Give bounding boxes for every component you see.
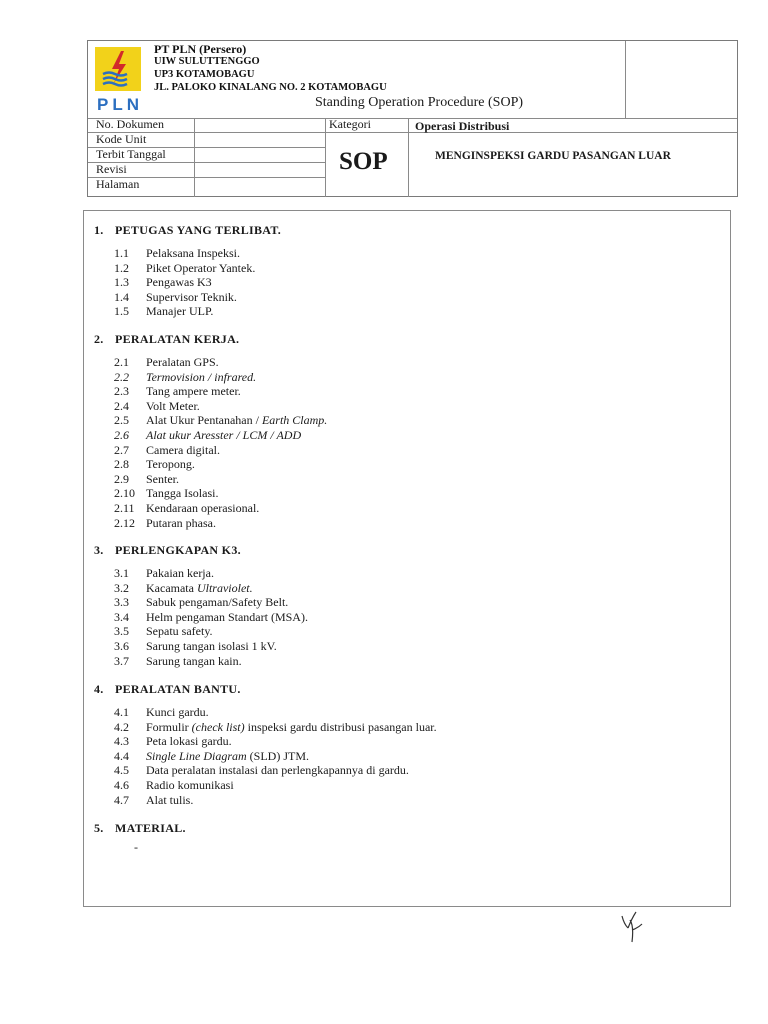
- section-heading: 2. PERALATAN KERJA.: [94, 332, 240, 346]
- section-heading: 1. PETUGAS YANG TERLIBAT.: [94, 223, 282, 237]
- pln-logo-emblem: [95, 47, 141, 91]
- list-item: 4.5 Data peralatan instalasi dan perlengkapannya di gardu.: [114, 763, 409, 778]
- section-heading: 5. MATERIAL.: [94, 821, 186, 835]
- list-item: 1.3 Pengawas K3: [114, 275, 212, 290]
- list-item: 3.4 Helm pengaman Standart (MSA).: [114, 609, 308, 624]
- list-item: 2.7 Camera digital.: [114, 442, 220, 457]
- list-item: 2.12 Putaran phasa.: [114, 515, 216, 530]
- company-region: UIW SULUTTENGGO: [154, 56, 260, 67]
- list-item: 2.3 Tang ampere meter.: [114, 384, 241, 399]
- pln-logo: [95, 47, 143, 113]
- section-peralatan-kerja: [94, 332, 328, 530]
- section-petugas: [94, 223, 281, 319]
- list-item: 2.10 Tangga Isolasi.: [114, 486, 219, 501]
- field-no-dokumen: No. Dokumen: [96, 117, 164, 131]
- list-item: 3.6 Sarung tangan isolasi 1 kV.: [114, 638, 277, 653]
- list-item: 2.6 Alat ukur Aresster / LCM / ADD: [114, 427, 302, 442]
- section-heading: 3. PERLENGKAPAN K3.: [94, 543, 241, 557]
- list-item: 4.3 Peta lokasi gardu.: [114, 734, 232, 749]
- pln-logo-text: PLN: [97, 95, 143, 114]
- company-address: JL. PALOKO KINALANG NO. 2 KOTAMOBAGU: [154, 82, 387, 93]
- field-kode-unit: Kode Unit: [96, 132, 147, 146]
- list-item: 1.5 Manajer ULP.: [114, 304, 214, 319]
- list-item: 4.1 Kunci gardu.: [114, 705, 209, 719]
- list-item: 1.2 Piket Operator Yantek.: [114, 260, 256, 275]
- list-item: 2.4 Volt Meter.: [114, 398, 200, 413]
- kategori-label: Kategori: [329, 117, 371, 131]
- list-item: 4.4 Single Line Diagram (SLD) JTM.: [114, 748, 310, 763]
- list-item: 4.7 Alat tulis.: [114, 792, 194, 807]
- field-terbit-tanggal: Terbit Tanggal: [96, 147, 166, 161]
- company-name: PT PLN (Persero): [154, 42, 247, 56]
- list-item: 2.2 Termovision / infrared.: [114, 369, 257, 384]
- company-unit: UP3 KOTAMOBAGU: [154, 69, 255, 80]
- list-item: 2.1 Peralatan GPS.: [114, 355, 219, 369]
- procedure-title: MENGINSPEKSI GARDU PASANGAN LUAR: [435, 150, 671, 162]
- list-item: 1.1 Pelaksana Inspeksi.: [114, 246, 240, 260]
- document-header: [87, 40, 738, 197]
- sop-label: SOP: [339, 148, 388, 175]
- list-item: 3.7 Sarung tangan kain.: [114, 653, 242, 668]
- list-item: 3.3 Sabuk pengaman/Safety Belt.: [114, 595, 289, 610]
- list-item: 2.11 Kendaraan operasional.: [114, 500, 260, 515]
- field-revisi: Revisi: [96, 162, 127, 176]
- kategori-value: Operasi Distribusi: [415, 119, 510, 133]
- list-item: 4.2 Formulir (check list) inspeksi gardu distribusi pasangan luar.: [114, 719, 437, 734]
- document-title: Standing Operation Procedure (SOP): [315, 95, 524, 110]
- list-item: 1.4 Supervisor Teknik.: [114, 289, 237, 304]
- list-item: 3.5 Sepatu safety.: [114, 624, 213, 639]
- list-item: 2.8 Teropong.: [114, 457, 195, 472]
- initial-signature: [618, 908, 648, 944]
- list-item: 3.2 Kacamata Ultraviolet.: [114, 580, 253, 595]
- section-heading: 4. PERALATAN BANTU.: [94, 682, 241, 696]
- list-item: 4.6 Radio komunikasi: [114, 777, 234, 792]
- section-peralatan-bantu: [94, 682, 437, 807]
- list-item: 3.1 Pakaian kerja.: [114, 566, 214, 580]
- material-placeholder: -: [134, 840, 138, 854]
- field-halaman: Halaman: [96, 177, 140, 191]
- list-item: 2.9 Senter.: [114, 471, 179, 486]
- section-perlengkapan-k3: [94, 543, 308, 668]
- section-material: [94, 821, 186, 835]
- list-item: 2.5 Alat Ukur Pentanahan / Earth Clamp.: [114, 413, 328, 428]
